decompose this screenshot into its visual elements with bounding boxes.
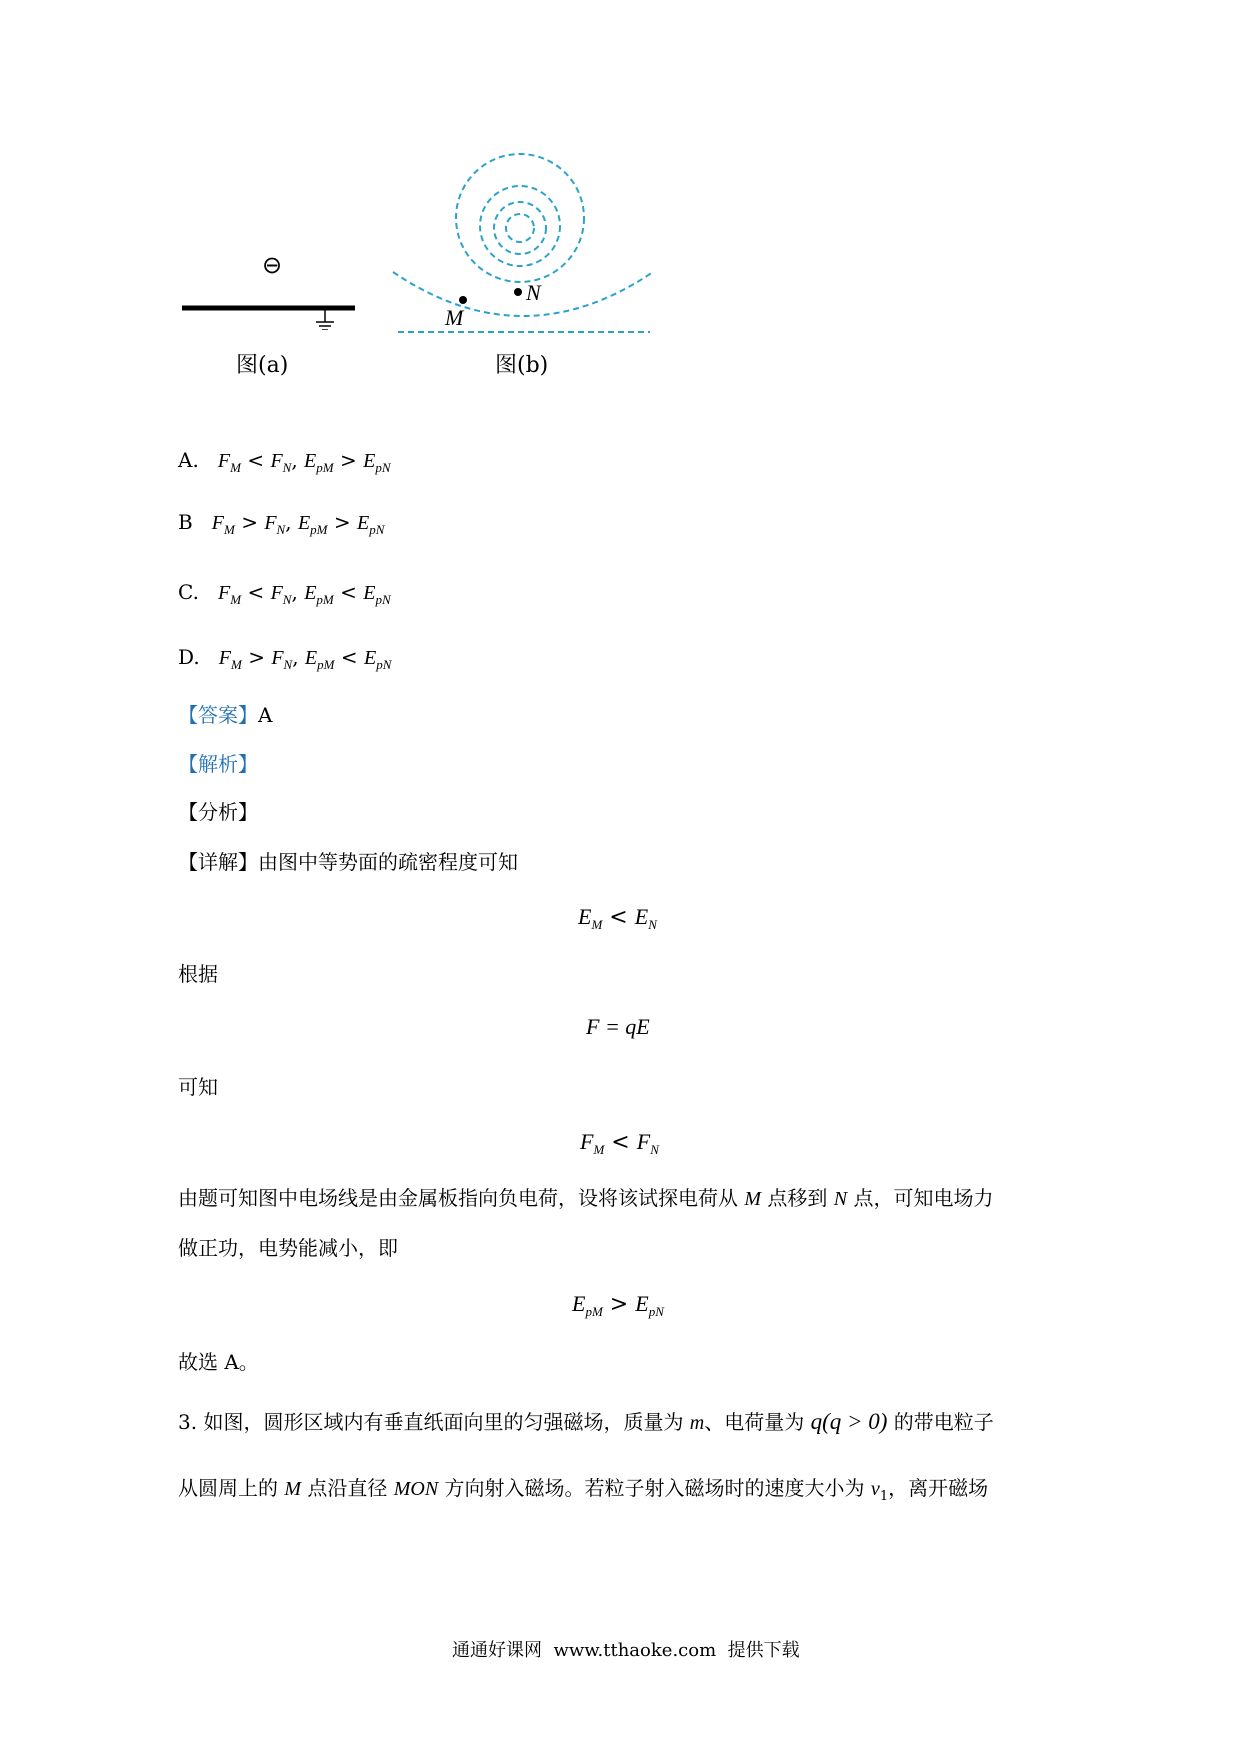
detail-line [178,850,518,874]
text-genju: 根据 [178,962,218,986]
equation-e-compare: $E_M < E_N$ [578,904,657,932]
point-m-label: M [445,305,464,330]
fenxi-tag: 【分析】 [178,800,258,824]
analysis-tag: 【解析】 [178,752,258,776]
equipotential-circle-3 [494,202,546,254]
equipotential-circle-4 [506,214,534,242]
figure-a [170,240,370,330]
point-n-label: N [526,280,541,305]
answer-tag: 【答案】 [178,703,258,727]
answer-value: A [258,703,273,727]
point-m-dot [459,296,467,304]
equation-f-qe: F = qE [586,1014,650,1039]
answer-line [178,703,272,727]
point-n-dot [514,288,522,296]
figure-b [388,150,658,340]
detail-intro: 由图中等势面的疏密程度可知 [258,850,518,874]
question-3-line-2: 从圆周上的 M 点沿直径 MON 方向射入磁场。若粒子射入磁场时的速度大小为 $v_1$，离开磁场 [178,1476,989,1504]
option-letter: B [178,510,193,534]
detail-tag: 【详解】 [178,850,258,874]
question-3-line-1: 3. 如图，圆形区域内有垂直纸面向里的匀强磁场，质量为 m、电荷量为 q(q > 0) 的带电粒子 [178,1409,994,1434]
option-b: B $F_M > F_N$, $E_{pM} > E_{pN}$ [178,510,385,537]
equipotential-circle-1 [456,154,584,282]
option-d: D. $F_M > F_N$, $E_{pM} < E_{pN}$ [178,645,392,672]
option-letter: D. [178,645,200,669]
negative-charge-icon: ⊖ [262,251,283,279]
option-letter: A. [178,448,199,472]
equation-f-compare: $F_M < F_N$ [580,1129,659,1157]
text-kezhi: 可知 [178,1075,218,1099]
page-footer: 通通好课网 www.tthaoke.com 提供下载 [452,1640,800,1661]
paragraph-line-1: 由题可知图中电场线是由金属板指向负电荷，设将该试探电荷从 M 点移到 N 点，可知电场力 [178,1186,994,1210]
paragraph-line-2: 做正功，电势能减小，即 [178,1236,398,1260]
option-a: A. $F_M < F_N$, $E_{pM} > E_{pN}$ [178,448,391,475]
equipotential-curve [393,272,653,316]
conclusion: 故选 A。 [178,1350,259,1374]
figure-a-label: 图(a) [236,353,289,378]
figure-b-label: 图(b) [495,353,549,378]
option-letter: C. [178,580,199,604]
option-c: C. $F_M < F_N$, $E_{pM} < E_{pN}$ [178,580,391,607]
equation-ep-compare: $E_{pM} > E_{pN}$ [572,1291,664,1319]
